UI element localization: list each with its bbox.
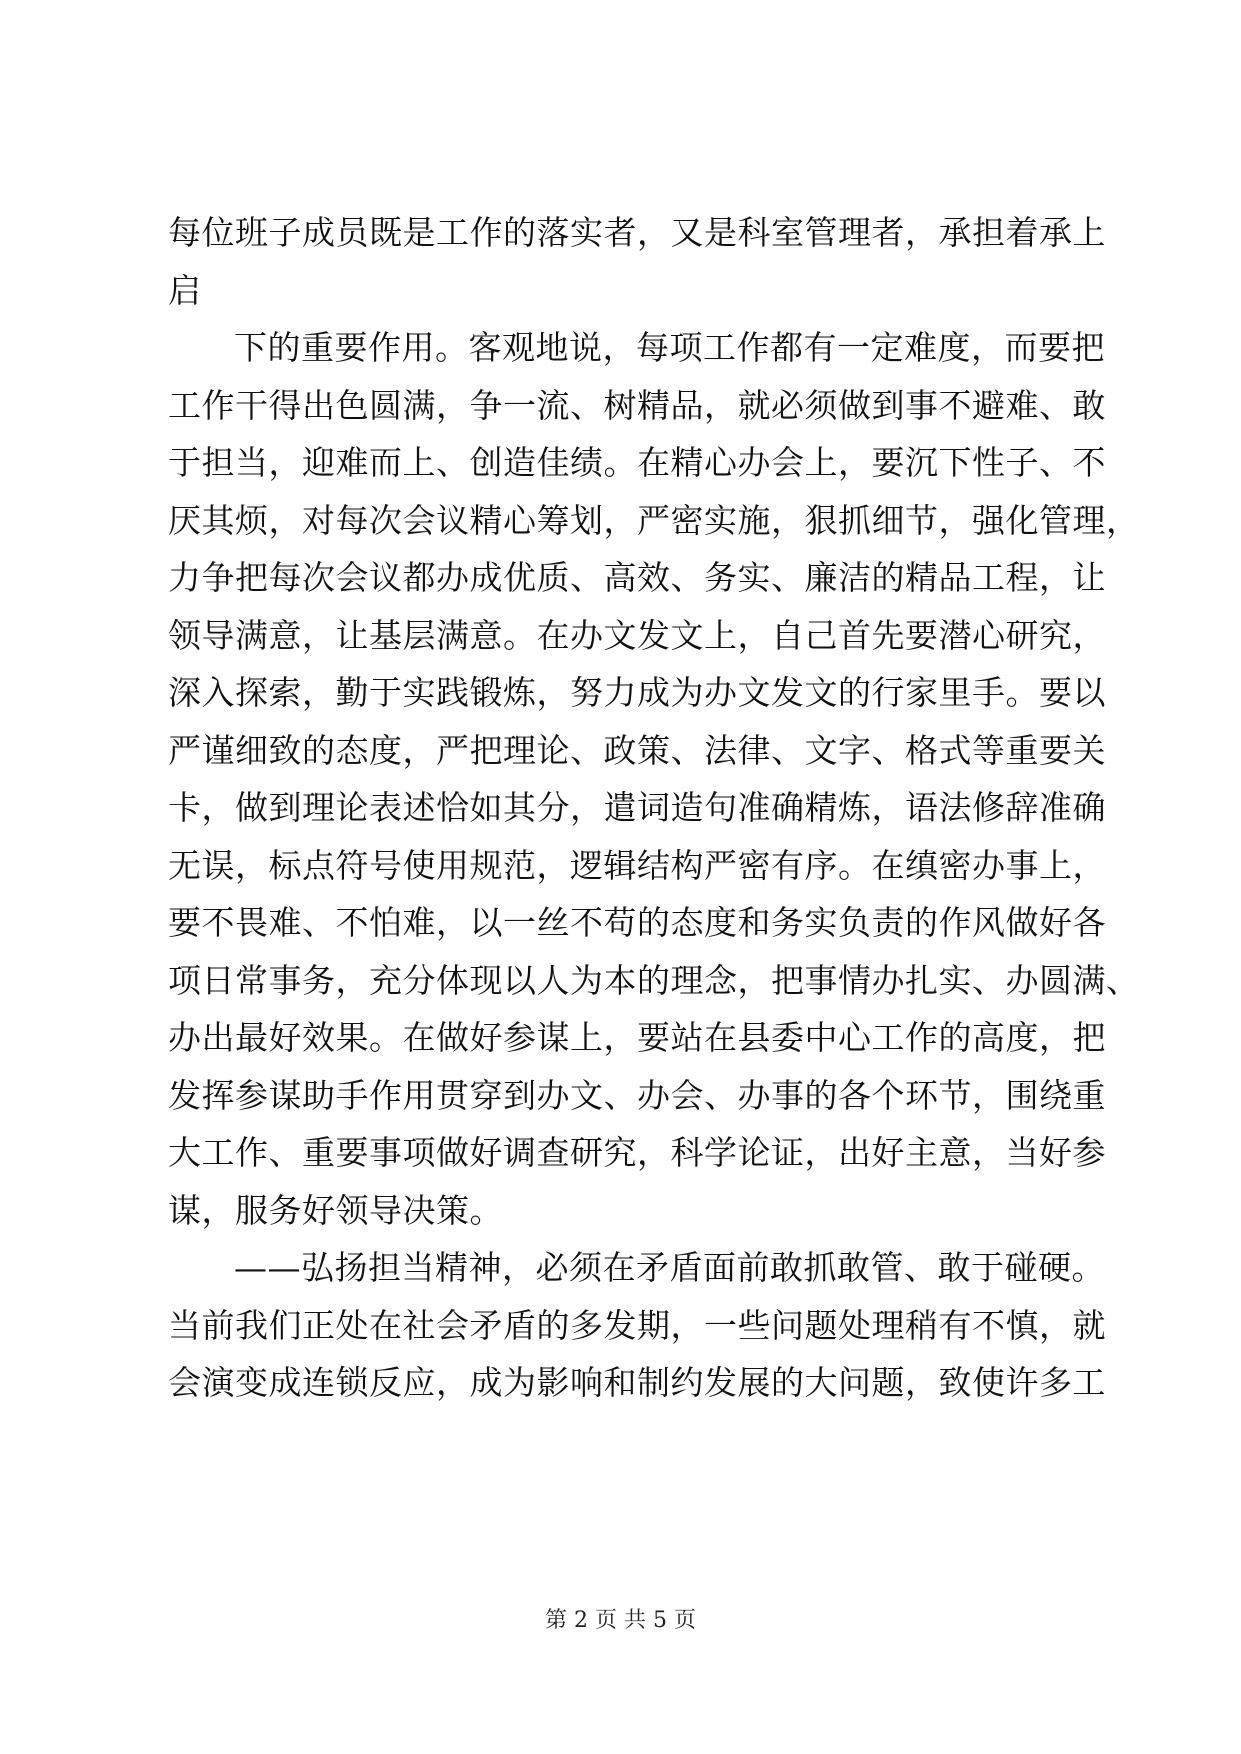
text-line: 每位班子成员既是工作的落实者，又是科室管理者，承担着承上: [168, 213, 1106, 252]
body-text: [168, 204, 1140, 1412]
text-line: 大工作、重要事项做好调查研究，科学论证，出好主意，当好参: [168, 1133, 1106, 1172]
text-line: 力争把每次会议都办成优质、高效、务实、廉洁的精品工程，让: [168, 558, 1106, 597]
text-line: 启: [168, 270, 202, 310]
text-line: 卡，做到理论表述恰如其分，遣词造句准确精炼，语法修辞准确: [168, 788, 1106, 827]
text-line: 当前我们正处在社会矛盾的多发期，一些问题处理稍有不慎，就: [168, 1305, 1106, 1345]
text-line: 无误，标点符号使用规范，逻辑结构严密有序。在缜密办事上，: [168, 845, 1106, 885]
text-line: 深入探索，勤于实践锻炼，努力成为办文发文的行家里手。要以: [168, 673, 1106, 712]
text-line: 工作干得出色圆满，争一流、树精品，就必须做到事不避难、敢: [168, 385, 1106, 425]
text-line: 领导满意，让基层满意。在办文发文上，自己首先要潜心研究，: [168, 615, 1106, 655]
text-line: 下的重要作用。客观地说，每项工作都有一定难度，而要把: [234, 328, 1105, 367]
page-footer: 第 2 页 共 5 页: [545, 1608, 696, 1633]
text-line: 严谨细致的态度，严把理论、政策、法律、文字、格式等重要关: [168, 730, 1106, 770]
text-line: ——弘扬担当精神，必须在矛盾面前敢抓敢管、敢于碰硬。: [234, 1248, 1105, 1287]
text-line: 会演变成连锁反应，成为影响和制约发展的大问题，致使许多工: [168, 1363, 1106, 1402]
text-line: 于担当，迎难而上、创造佳绩。在精心办会上，要沉下性子、不: [168, 443, 1106, 482]
text-line: 办出最好效果。在做好参谋上，要站在县委中心工作的高度，把: [168, 1018, 1106, 1057]
text-line: 项日常事务，充分体现以人为本的理念，把事情办扎实、办圆满、: [168, 960, 1140, 1000]
text-line: 厌其烦，对每次会议精心筹划，严密实施，狠抓细节，强化管理，: [168, 500, 1140, 540]
text-line: 要不畏难、不怕难，以一丝不苟的态度和务实负责的作风做好各: [168, 903, 1106, 942]
text-line: 谋，服务好领导决策。: [168, 1190, 503, 1230]
text-line: 发挥参谋助手作用贯穿到办文、办会、办事的各个环节，围绕重: [168, 1075, 1106, 1115]
